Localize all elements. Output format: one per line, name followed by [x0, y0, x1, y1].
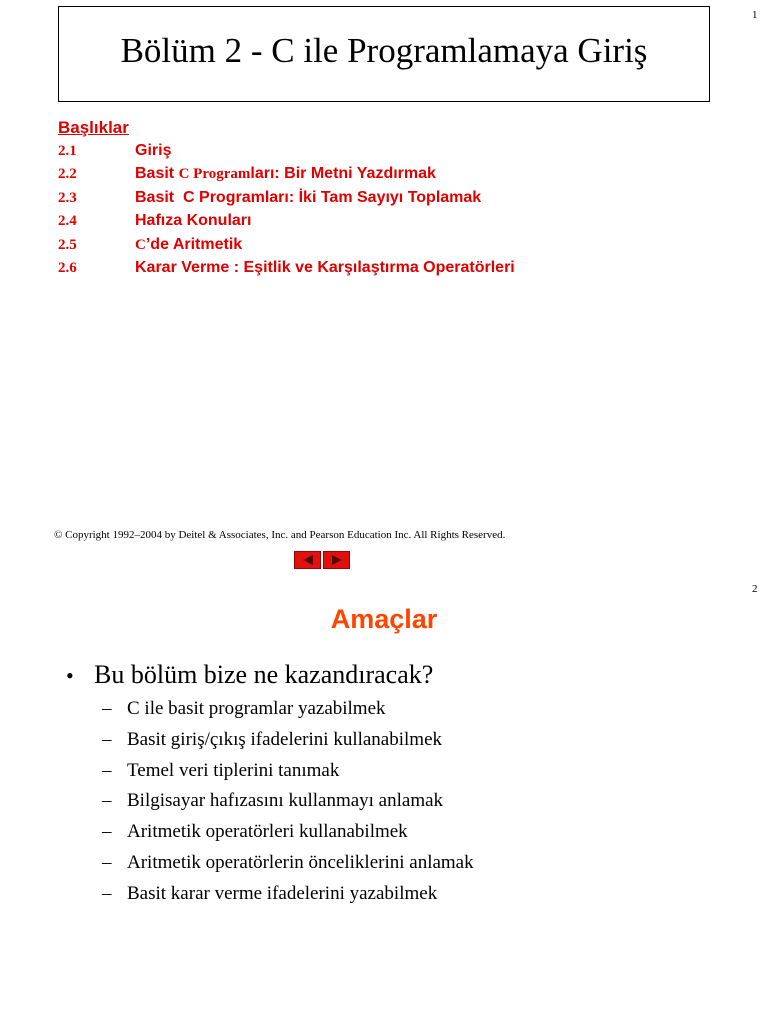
toc-item-number: 2.2 [58, 166, 77, 183]
list-item [102, 852, 474, 883]
list-item-text: C ile basit programlar yazabilmek [127, 698, 386, 719]
toc-item-number: 2.3 [58, 189, 77, 206]
list-item-text: Aritmetik operatörlerin önceliklerini anlamak [127, 851, 474, 873]
toc-item-title [135, 189, 481, 207]
previous-slide-button[interactable] [294, 551, 321, 569]
dash-icon: – [102, 851, 112, 873]
list-item [102, 883, 474, 914]
list-item-text: Aritmetik operatörleri kullanabilmek [127, 821, 408, 843]
dash-icon: – [102, 821, 112, 843]
toc-item-title-serif: C Program [178, 166, 251, 183]
triangle-left-icon [301, 554, 315, 566]
main-bullet-text: Bu bölüm bize ne kazandıracak? [94, 660, 434, 689]
toc-item-2-4[interactable] [58, 212, 515, 235]
copyright-notice: © Copyright 1992–2004 by Deitel & Associates, Inc. and Pearson Education Inc. All Rights Reserved. [54, 529, 506, 541]
dash-icon: – [102, 698, 112, 719]
toc-item-title-part: Karar Verme : Eşitlik ve Karşılaştırma Operatörleri [135, 258, 515, 276]
toc-item-title [135, 142, 171, 160]
triangle-right-icon [330, 554, 344, 566]
toc-item-number: 2.5 [58, 236, 77, 253]
list-item-text: Basit giriş/çıkış ifadelerini kullanabilmek [127, 728, 443, 750]
slide-navigation [294, 551, 350, 569]
list-item-text: Basit karar verme ifadelerini yazabilmek [127, 882, 438, 904]
toc-item-title [135, 212, 251, 230]
dash-icon: – [102, 759, 112, 781]
slide-title: Bölüm 2 - C ile Programlamaya Giriş [120, 31, 648, 70]
dash-icon: – [102, 790, 112, 812]
toc-item-title-part: Hafıza Konuları [135, 212, 252, 230]
list-item [102, 698, 474, 729]
toc-item-title [135, 165, 436, 183]
toc-heading: Başlıklar [58, 118, 129, 137]
dash-icon: – [102, 882, 112, 904]
toc-item-title-part: Basit [135, 165, 179, 183]
toc-item-2-1[interactable] [58, 142, 515, 165]
toc-item-title [135, 259, 515, 277]
toc-item-title [135, 236, 242, 254]
next-slide-button[interactable] [323, 551, 350, 569]
toc-item-title-part: Basit C Programları: İki Tam Sayıyı Toplamak [135, 188, 482, 206]
main-bullet [66, 660, 433, 690]
list-item [102, 760, 474, 791]
toc-item-2-5[interactable] [58, 236, 515, 259]
toc-list [58, 142, 515, 282]
toc-item-2-2[interactable] [58, 165, 515, 188]
toc-item-number: 2.4 [58, 213, 77, 230]
page-number-2: 2 [752, 583, 758, 595]
sub-bullet-list [102, 698, 474, 914]
toc-item-title-part: ’de Aritmetik [145, 235, 243, 253]
bullet-icon: • [66, 663, 74, 688]
slide-title-box [58, 6, 710, 102]
toc-item-number: 2.6 [58, 259, 77, 276]
list-item [102, 821, 474, 852]
toc-item-2-3[interactable] [58, 189, 515, 212]
toc-item-number: 2.1 [58, 143, 77, 159]
toc-item-title-serif: C [135, 236, 146, 253]
objectives-title: Amaçlar [330, 604, 438, 634]
list-item-text: Temel veri tiplerini tanımak [127, 759, 340, 781]
list-item-text: Bilgisayar hafızasını kullanmayı anlamak [127, 790, 444, 812]
toc-item-title-part: ları: Bir Metni Yazdırmak [250, 165, 436, 183]
dash-icon: – [102, 728, 112, 750]
toc-item-title-part: Giriş [135, 142, 172, 159]
toc-item-2-6[interactable] [58, 259, 515, 282]
list-item [102, 729, 474, 760]
page-number-1: 1 [752, 9, 758, 21]
list-item [102, 790, 474, 821]
